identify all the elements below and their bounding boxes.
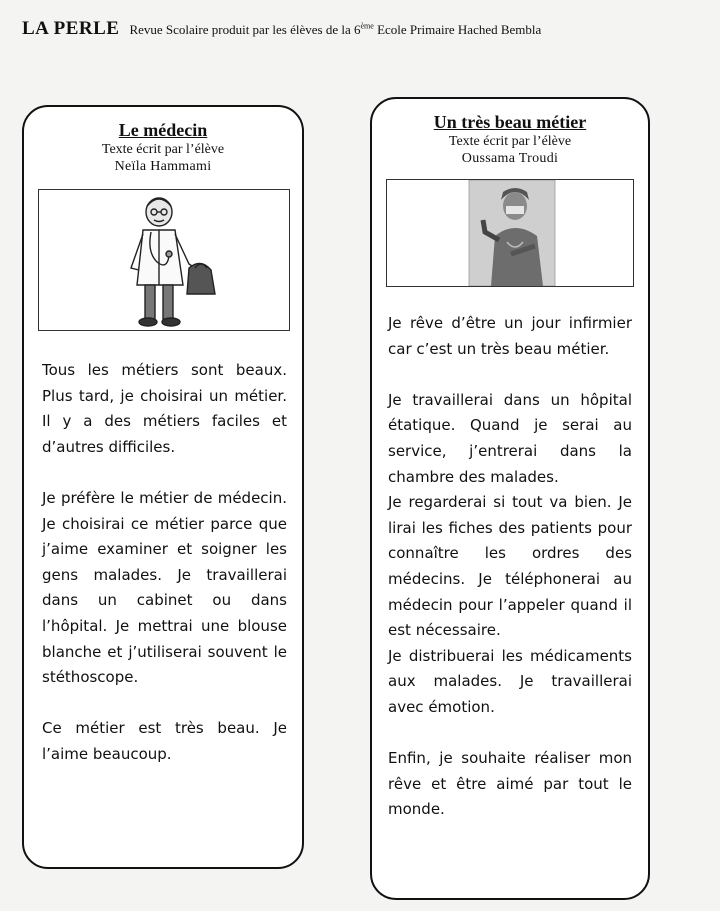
article-le-medecin	[22, 105, 304, 869]
nurse-photo	[387, 180, 633, 286]
paragraph: Tous les métiers sont beaux. Plus tard, je choisirai un métier. Il y a des métiers faciles et d’autres difficiles.	[42, 361, 287, 456]
subtitle-superscript: ème	[360, 21, 374, 31]
paragraph: Je préfère le métier de médecin. Je choisirai ce métier parce que j’aime examiner et soigner les gens malades. Je travaillerai dans un cabinet ou dans l’hôpital. Je mettrai une blouse blanche et j’utiliserai souvent le stéthoscope.	[42, 488, 287, 687]
article-byline: Texte écrit par l’élève	[448, 134, 572, 149]
paragraph: Je travaillerai dans un hôpital étatique. Quand je serai au service, j’entrerai dans la chambre des malades.	[388, 390, 632, 486]
magazine-name: LA PERLE	[22, 18, 120, 39]
magazine-header	[22, 18, 702, 40]
paragraph: Je distribuerai les médicaments aux malades. Je travaillerai avec émotion.	[388, 646, 632, 716]
article-byline: Texte écrit par l’élève	[101, 142, 225, 157]
subtitle-text-end: Ecole Primaire Hached Bembla	[373, 22, 542, 37]
article-title: Le médecin	[118, 120, 208, 140]
paragraph: Ce métier est très beau. Je l’aime beaucoup.	[42, 719, 287, 763]
doctor-drawing	[39, 190, 289, 330]
doctor-illustration-icon	[38, 189, 290, 331]
article-author: Oussama Troudi	[461, 151, 559, 166]
paragraph: Enfin, je souhaite réaliser mon rêve et être aimé par tout le monde.	[388, 749, 632, 819]
paragraph: Je rêve d’être un jour infirmier car c’est un très beau métier.	[388, 314, 632, 358]
article-author: Neïla Hammami	[114, 159, 212, 174]
article-body	[388, 311, 632, 823]
article-un-tres-beau-metier	[370, 97, 650, 900]
paragraph: Je regarderai si tout va bien. Je lirai les fiches des patients pour connaître les ordres des médecins. Je téléphonerai au médecin pour l’appeler quand il est nécessaire.	[388, 493, 632, 640]
magazine-subtitle	[129, 22, 541, 37]
subtitle-text: Revue Scolaire produit par les élèves de la 6	[129, 22, 361, 37]
nurse-photo-icon	[386, 179, 634, 287]
article-body	[42, 358, 287, 768]
article-title: Un très beau métier	[433, 112, 587, 132]
